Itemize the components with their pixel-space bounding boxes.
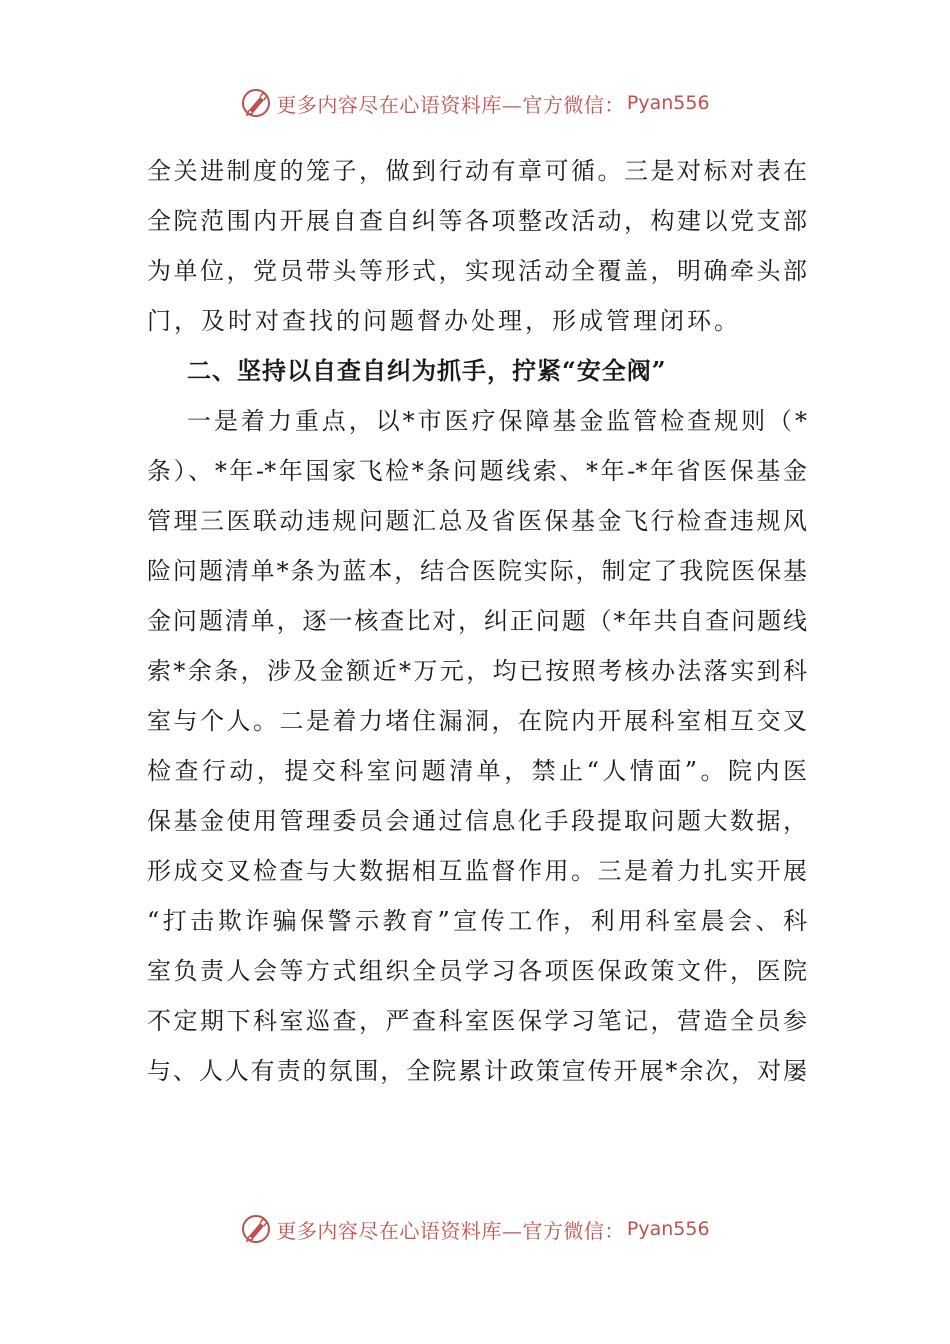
section-heading: 二、坚持以自查自纠为抓手，拧紧“安全阀” (187, 356, 667, 385)
footer-banner-text: 更多内容尽在心语资料库—官方微信： (276, 1218, 625, 1243)
text-line: 室与个人。二是着力堵住漏洞，在院内开展科室相互交叉 (147, 707, 807, 735)
text-line: 索*余条，涉及金额近*万元，均已按照考核办法落实到科 (147, 657, 807, 685)
header-wechat-id: Pyan556 (626, 92, 710, 114)
text-line: 室负责人会等方式组织全员学习各项医保政策文件，医院 (147, 957, 807, 985)
text-line: 险问题清单*条为蓝本，结合医院实际，制定了我院医保基 (147, 557, 807, 585)
text-line: 门，及时对查找的问题督办处理，形成管理闭环。 (147, 307, 741, 335)
pen-logo-icon (240, 87, 272, 119)
footer-banner (0, 1209, 950, 1249)
text-line: 不定期下科室巡查，严查科室医保学习笔记，营造全员参 (147, 1007, 807, 1035)
text-line: 条）、*年-*年国家飞检*条问题线索、*年-*年省医保基金 (147, 457, 807, 485)
document-body (147, 146, 807, 1096)
text-line: 形成交叉检查与大数据相互监督作用。三是着力扎实开展 (147, 857, 807, 885)
pen-logo-icon (240, 1213, 272, 1245)
header-banner-text: 更多内容尽在心语资料库—官方微信： (276, 92, 625, 117)
text-line: 全院范围内开展自查自纠等各项整改活动，构建以党支部 (147, 207, 807, 235)
text-line: 保基金使用管理委员会通过信息化手段提取问题大数据， (147, 807, 807, 835)
text-line: 一是着力重点，以*市医疗保障基金监管检查规则（* (187, 407, 807, 435)
text-line: “打击欺诈骗保警示教育”宣传工作，利用科室晨会、科 (147, 907, 807, 935)
text-line: 金问题清单，逐一核查比对，纠正问题（*年共自查问题线 (147, 607, 807, 635)
text-line: 检查行动，提交科室问题清单，禁止“人情面”。院内医 (147, 757, 807, 785)
footer-wechat-id: Pyan556 (626, 1218, 710, 1240)
text-line: 与、人人有责的氛围，全院累计政策宣传开展*余次，对屡 (147, 1057, 807, 1085)
header-banner (0, 83, 950, 123)
text-line: 管理三医联动违规问题汇总及省医保基金飞行检查违规风 (147, 507, 807, 535)
text-line: 为单位，党员带头等形式，实现活动全覆盖，明确牵头部 (147, 257, 807, 285)
text-line: 全关进制度的笼子，做到行动有章可循。三是对标对表在 (147, 157, 807, 185)
